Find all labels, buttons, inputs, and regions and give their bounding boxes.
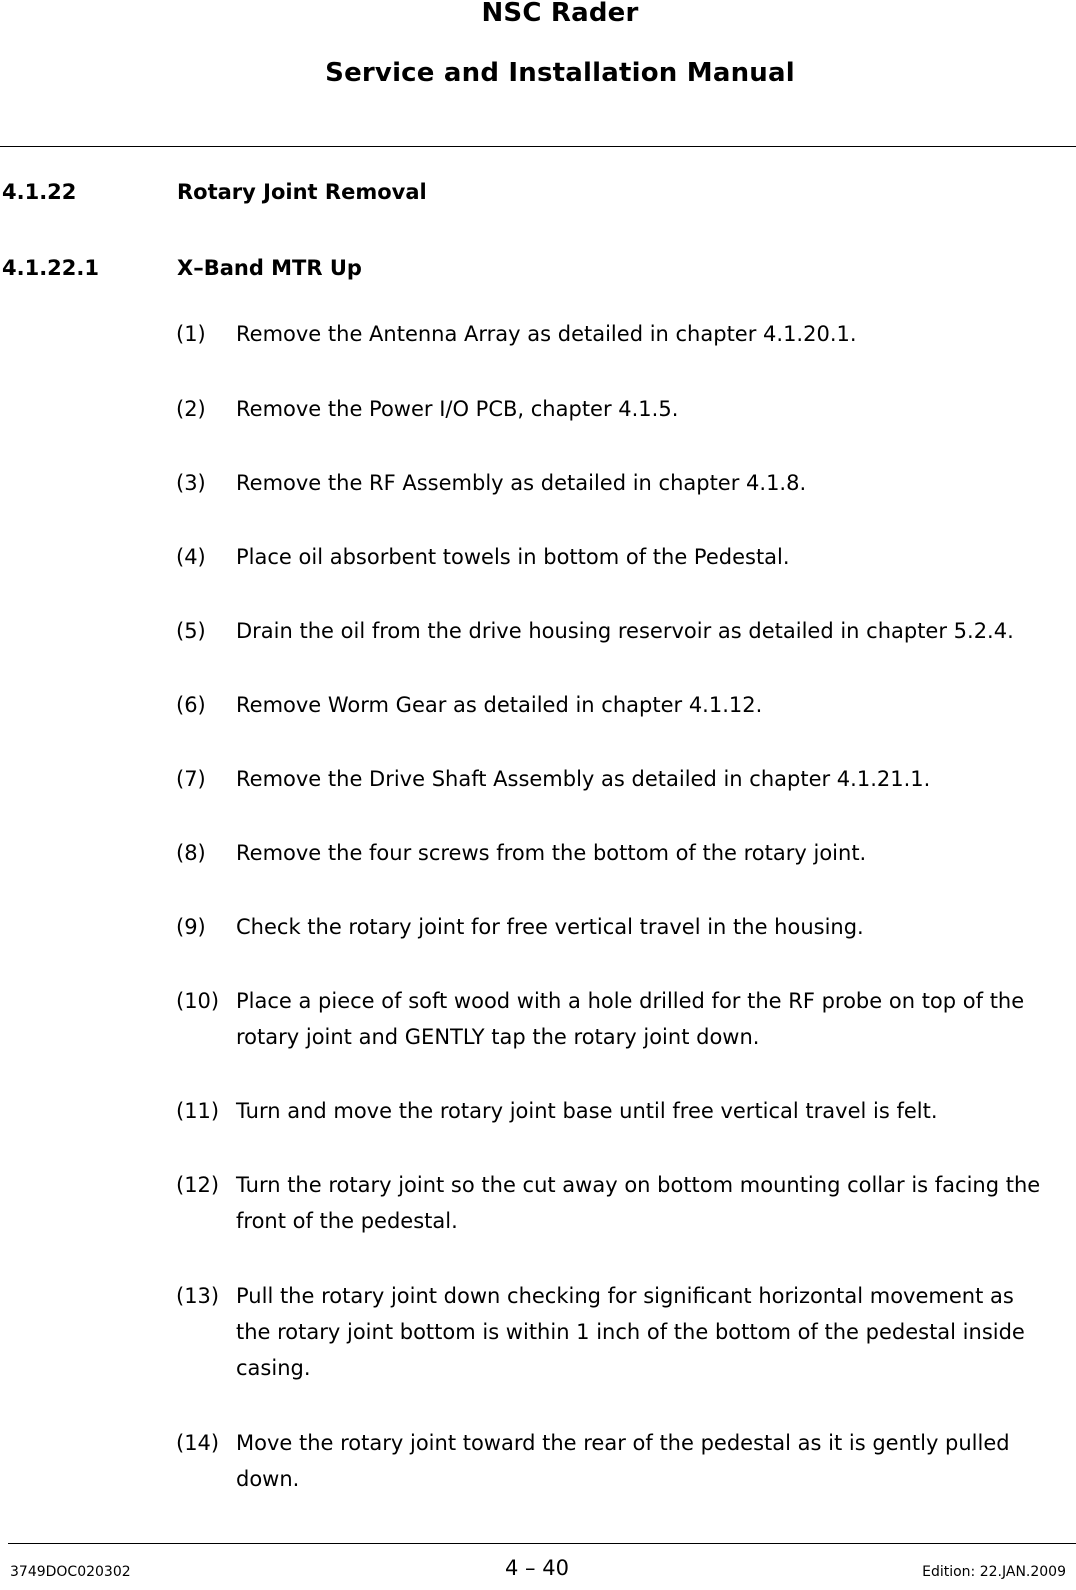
step-text: Place a piece of soft wood with a hole drilled for the RF probe on top of the rotary joint and GENTLY tap the rotary joint down. xyxy=(236,989,1025,1049)
footer-document-id: 3749DOC020302 xyxy=(10,1564,131,1580)
step-text: Remove Worm Gear as detailed in chapter 4.1.12. xyxy=(236,693,763,717)
subsection-number: 4.1.22.1 xyxy=(2,256,99,280)
procedure-step xyxy=(176,1093,1076,1129)
step-number: (14) xyxy=(176,1431,220,1455)
step-number: (8) xyxy=(176,841,206,865)
step-text: Remove the Power I/O PCB, chapter 4.1.5. xyxy=(236,397,679,421)
subsection-title: X–Band MTR Up xyxy=(177,256,362,280)
step-number: (10) xyxy=(176,989,220,1013)
step-number: (7) xyxy=(176,767,206,791)
procedure-step xyxy=(176,391,1076,427)
procedure-step xyxy=(176,465,1076,501)
step-text: Place oil absorbent towels in bottom of the Pedestal. xyxy=(236,545,790,569)
section-title: Rotary Joint Removal xyxy=(177,180,427,204)
document-title: NSC Rader xyxy=(481,0,639,28)
procedure-step xyxy=(176,539,1076,575)
document-subtitle: Service and Installation Manual xyxy=(325,58,795,88)
footer-page-number: 4 – 40 xyxy=(505,1556,569,1580)
step-text: Turn and move the rotary joint base until free vertical travel is felt. xyxy=(236,1099,938,1123)
step-number: (4) xyxy=(176,545,206,569)
step-number: (6) xyxy=(176,693,206,717)
step-number: (11) xyxy=(176,1099,220,1123)
step-number: (2) xyxy=(176,397,206,421)
step-number: (5) xyxy=(176,619,206,643)
step-text: Drain the oil from the drive housing reservoir as detailed in chapter 5.2.4. xyxy=(236,619,1014,643)
procedure-step xyxy=(176,983,1076,1055)
step-text: Remove the four screws from the bottom of the rotary joint. xyxy=(236,841,867,865)
step-number: (3) xyxy=(176,471,206,495)
footer-edition: Edition: 22.JAN.2009 xyxy=(922,1564,1066,1580)
step-number: (9) xyxy=(176,915,206,939)
header-divider xyxy=(0,146,1076,147)
procedure-step xyxy=(176,909,1076,945)
step-number: (1) xyxy=(176,322,206,346)
step-text: Remove the RF Assembly as detailed in chapter 4.1.8. xyxy=(236,471,807,495)
procedure-step xyxy=(176,1425,1076,1497)
procedure-step xyxy=(176,316,1076,352)
procedure-step xyxy=(176,613,1076,649)
section-number: 4.1.22 xyxy=(2,180,77,204)
step-text: Remove the Drive Shaft Assembly as detailed in chapter 4.1.21.1. xyxy=(236,767,931,791)
step-text: Move the rotary joint toward the rear of the pedestal as it is gently pulled down. xyxy=(236,1431,1010,1491)
procedure-step xyxy=(176,835,1076,871)
step-text: Check the rotary joint for free vertical travel in the housing. xyxy=(236,915,864,939)
procedure-step xyxy=(176,687,1076,723)
procedure-step xyxy=(176,761,1076,797)
footer-divider xyxy=(8,1543,1076,1544)
procedure-step xyxy=(176,1278,1076,1386)
step-text: Pull the rotary joint down checking for significant horizontal movement as the rotary joint bottom is within 1 inch of the bottom of the pedestal inside casing. xyxy=(236,1284,1025,1380)
procedure-step xyxy=(176,1167,1076,1239)
step-number: (13) xyxy=(176,1284,220,1308)
step-number: (12) xyxy=(176,1173,220,1197)
step-text: Remove the Antenna Array as detailed in chapter 4.1.20.1. xyxy=(236,322,857,346)
step-text: Turn the rotary joint so the cut away on bottom mounting collar is facing the front of the pedestal. xyxy=(236,1173,1041,1233)
